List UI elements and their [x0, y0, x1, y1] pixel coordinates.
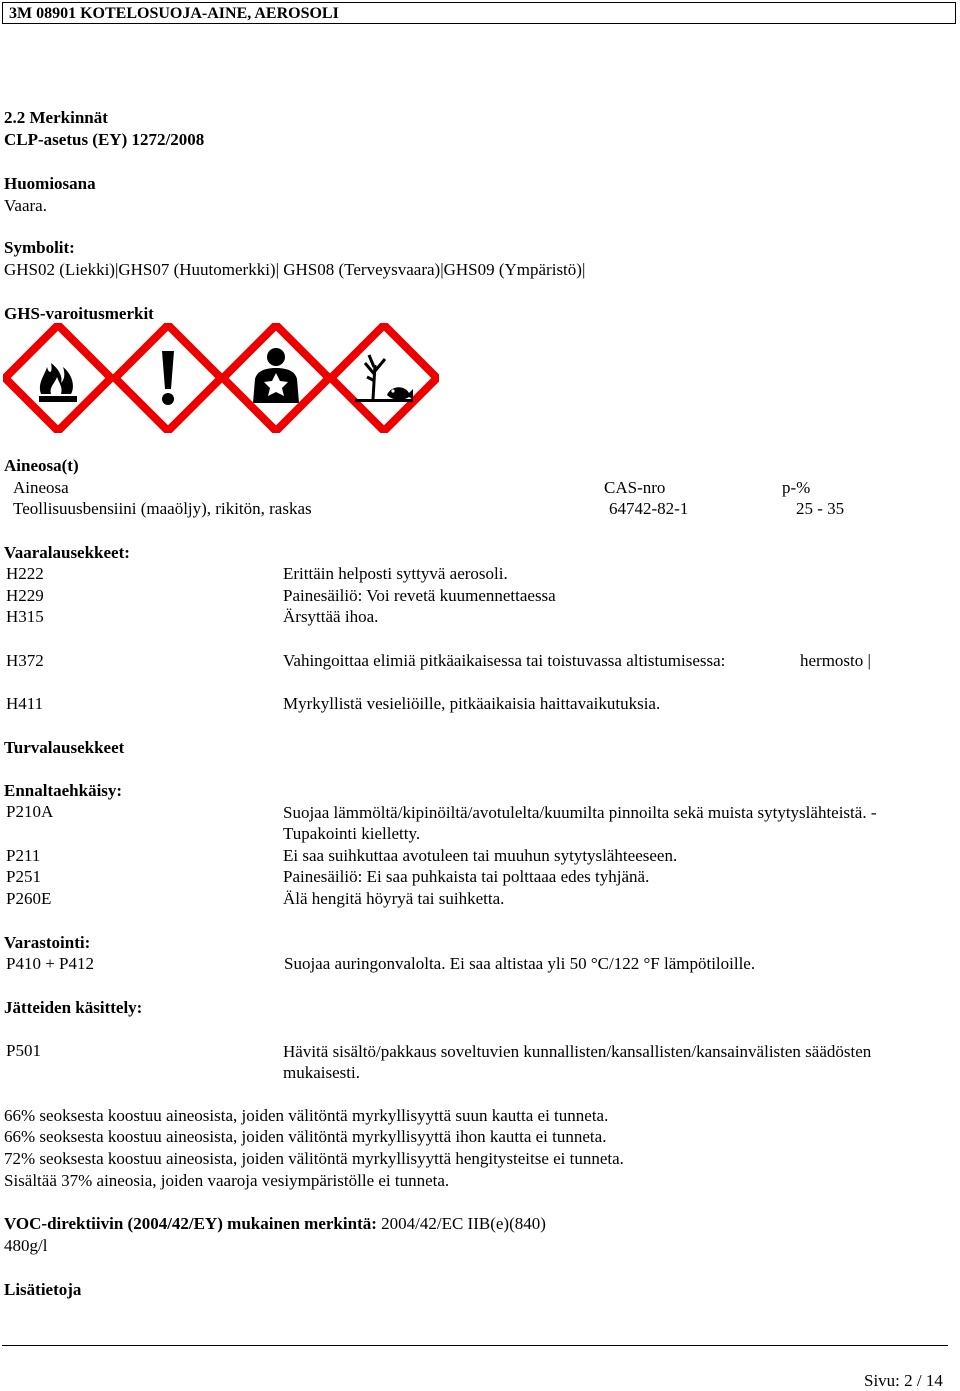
toxicity-note: Sisältää 37% aineosia, joiden vaaroja vesiympäristölle ei tunneta. — [4, 1171, 450, 1190]
precaution-code: P260E — [6, 889, 52, 908]
precaution-heading: Turvalausekkeet — [4, 738, 125, 757]
prevention-heading: Ennaltaehkäisy: — [4, 781, 123, 800]
precaution-code: P251 — [6, 867, 41, 886]
toxicity-note: 66% seoksesta koostuu aineosista, joiden välitöntä myrkyllisyyttä ihon kautta ei tunneta. — [4, 1127, 607, 1146]
precaution-code: P211 — [6, 846, 41, 865]
footer-divider — [2, 1345, 948, 1346]
disposal-heading: Jätteiden käsittely: — [4, 998, 143, 1017]
ingredients-heading: Aineosa(t) — [4, 456, 79, 475]
signal-word: Vaara. — [4, 196, 47, 215]
precaution-text: Älä hengitä höyryä tai suihketta. — [283, 889, 505, 908]
document-title: 3M 08901 KOTELOSUOJA-AINE, AEROSOLI — [9, 5, 339, 22]
hazard-organ: hermosto | — [800, 651, 871, 670]
hazard-code: H315 — [6, 607, 44, 626]
hazard-text: Painesäiliö: Voi revetä kuumennettaessa — [283, 586, 556, 605]
ghs02-flame-icon — [3, 323, 113, 433]
section-title: 2.2 Merkinnät — [4, 108, 108, 127]
hazard-text: Erittäin helposti syttyvä aerosoli. — [283, 564, 508, 583]
ingredient-percent: 25 - 35 — [796, 499, 845, 518]
toxicity-note: 72% seoksesta koostuu aineosista, joiden välitöntä myrkyllisyyttä hengitysteitse ei tunneta. — [4, 1149, 624, 1168]
toxicity-note: 66% seoksesta koostuu aineosista, joiden välitöntä myrkyllisyyttä suun kautta ei tunneta. — [4, 1106, 609, 1125]
disposal-code: P501 — [6, 1041, 41, 1060]
ghs07-exclamation-icon — [113, 323, 223, 433]
precaution-code: P210A — [6, 802, 54, 821]
storage-text: Suojaa auringonvalolta. Ei saa altistaa yli 50 °C/122 °F lämpötiloille. — [284, 954, 756, 973]
hazard-code: H411 — [6, 694, 44, 713]
disposal-text: Hävitä sisältö/pakkaus soveltuvien kunnallisten/kansallisten/kansainvälisten säädösten mukaisesti. — [283, 1042, 872, 1082]
precaution-text: Ei saa suihkuttaa avotuleen tai muuhun sytytyslähteeseen. — [283, 846, 678, 865]
precaution-text: Painesäiliö: Ei saa puhkaista tai polttaaa edes tyhjänä. — [283, 867, 650, 886]
symbols-heading: Symbolit: — [4, 238, 75, 257]
voc-value: 2004/42/EC IIB(e)(840) — [381, 1214, 546, 1233]
document-header — [2, 2, 956, 24]
storage-heading: Varastointi: — [4, 933, 91, 952]
ghs08-health-hazard-icon — [221, 323, 331, 433]
hazard-heading: Vaaralausekkeet: — [4, 543, 130, 562]
additional-info-heading: Lisätietoja — [4, 1280, 82, 1299]
hazard-code: H372 — [6, 651, 44, 670]
hazard-code: H229 — [6, 586, 44, 605]
voc-label: VOC-direktiivin (2004/42/EY) mukainen merkintä: — [4, 1214, 377, 1233]
pictograms-heading: GHS-varoitusmerkit — [4, 304, 154, 323]
precaution-text: Suojaa lämmöltä/kipinöiltä/avotulelta/kuumilta pinnoilta sekä muista sytytyslähteistä. - Tupakointi kielletty. — [283, 803, 877, 843]
ingredients-col-percent: p-% — [782, 478, 811, 497]
hazard-text: Vahingoittaa elimiä pitkäaikaisessa tai toistuvassa altistumisessa: — [283, 651, 726, 670]
ghs09-environment-icon — [329, 323, 439, 433]
ingredients-col-substance: Aineosa — [13, 478, 69, 497]
ingredients-col-cas: CAS-nro — [604, 478, 666, 497]
hazard-text: Ärsyttää ihoa. — [283, 607, 379, 626]
symbols-list: GHS02 (Liekki)|GHS07 (Huutomerkki)| GHS08 (Terveysvaara)|GHS09 (Ympäristö)| — [4, 260, 586, 279]
ingredient-cas: 64742-82-1 — [609, 499, 689, 518]
page-number: Sivu: 2 / 14 — [864, 1371, 943, 1390]
regulation-label: CLP-asetus (EY) 1272/2008 — [4, 130, 205, 149]
voc-line — [4, 1214, 546, 1234]
hazard-text: Myrkyllistä vesieliöille, pitkäaikaisia haittavaikutuksia. — [283, 694, 661, 713]
signal-word-heading: Huomiosana — [4, 174, 96, 193]
ingredient-name: Teollisuusbensiini (maaöljy), rikitön, raskas — [13, 499, 312, 518]
storage-code: P410 + P412 — [6, 954, 94, 973]
voc-amount: 480g/l — [4, 1236, 48, 1255]
hazard-code: H222 — [6, 564, 44, 583]
